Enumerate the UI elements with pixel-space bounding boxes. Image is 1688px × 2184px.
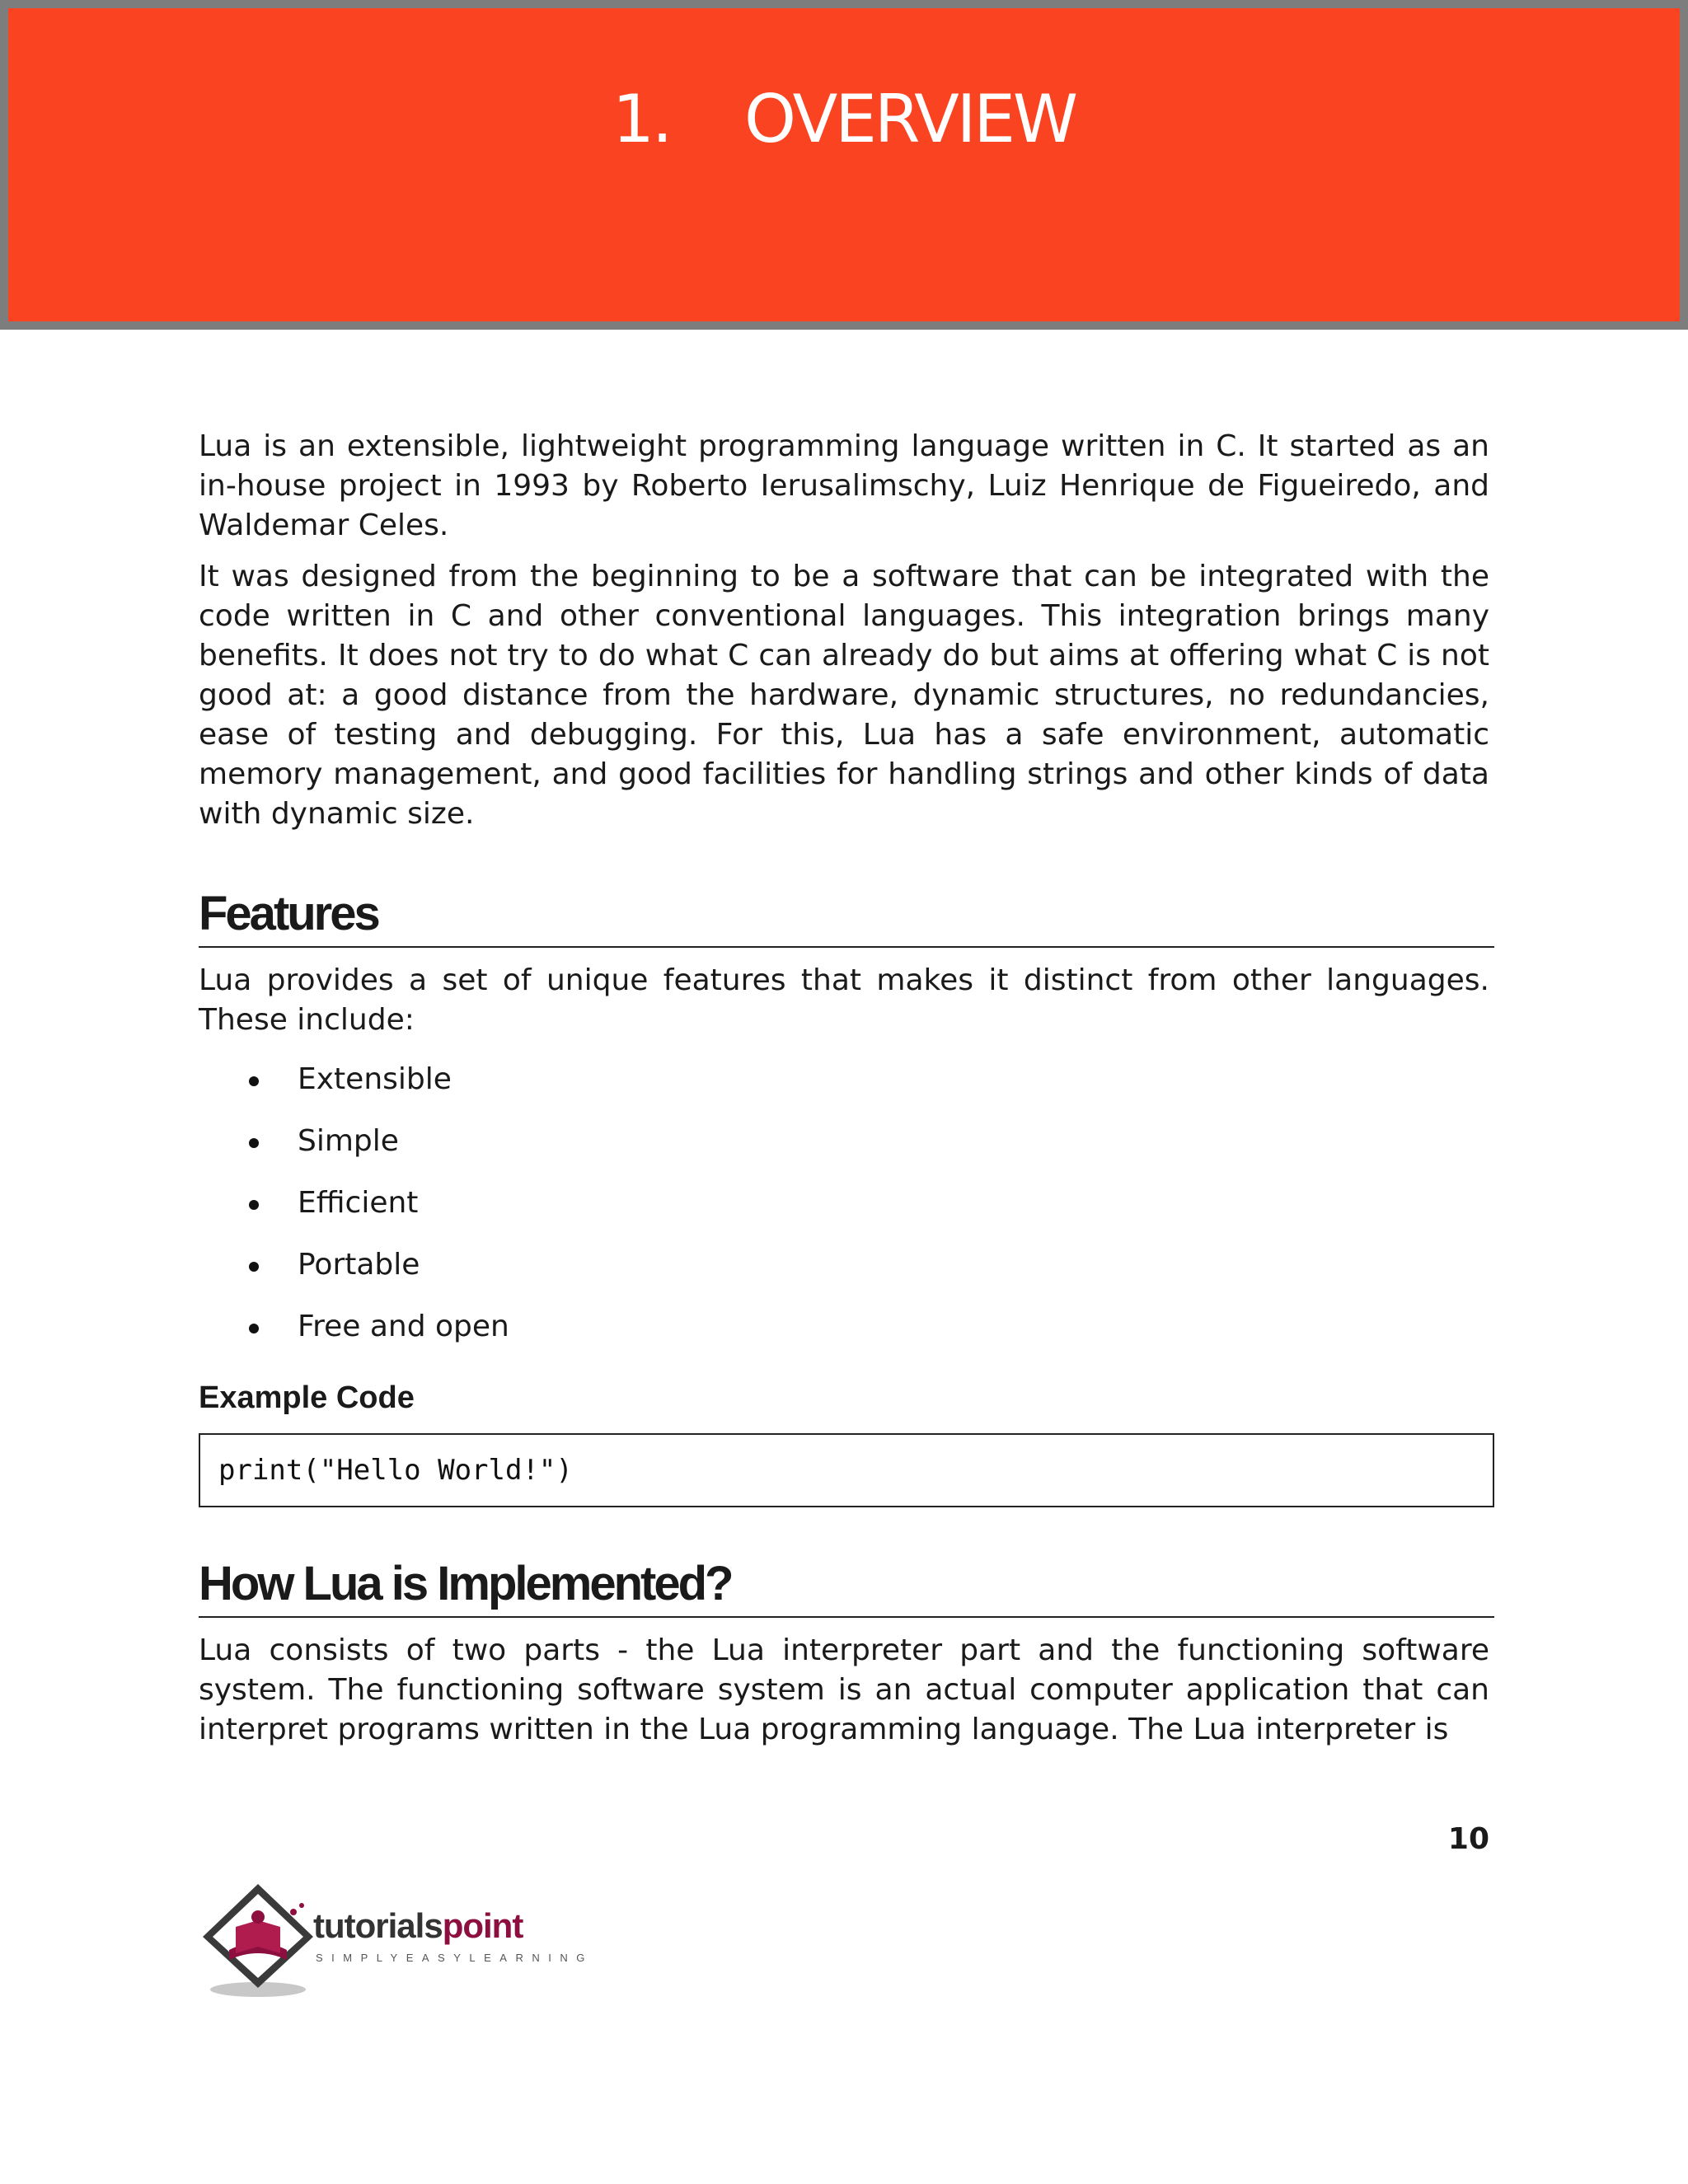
features-intro: Lua provides a set of unique features that makes it distinct from other languages. These include: xyxy=(199,963,1489,1037)
list-item: Efficient xyxy=(199,1183,1489,1223)
design-paragraph: It was designed from the beginning to be a software that can be integrated with the code written in C and other conventional languages. This integration brings many benefits. It does not try to do what C can already do but aims at offering what C is not good at: a good distance from the hardware, dynamic structures, no redundancies, ease of testing and debugging. For this, Lua has a safe environment, automatic memory management, and good facilities for handling strings and other kinds of data with dynamic size. xyxy=(199,560,1489,831)
logo-wordmark: tutorialspoint xyxy=(313,1906,523,1945)
implementation-paragraph: Lua consists of two parts - the Lua interpreter part and the functioning software system. The functioning software system is an actual computer application that can interpret programs written in the Lua programming language. The Lua interpreter is xyxy=(199,1633,1489,1746)
tutorialspoint-logo xyxy=(196,1877,608,2001)
logo-tagline: SIMPLYEASYLEARNING xyxy=(316,1952,593,1964)
page-number: 10 xyxy=(1447,1822,1489,1856)
code-text: print("Hello World!") xyxy=(218,1454,573,1487)
chapter-title: 1. OVERVIEW xyxy=(612,81,1076,157)
chapter-banner xyxy=(0,0,1688,330)
example-code-label: Example Code xyxy=(199,1380,415,1415)
features-heading: Features xyxy=(199,887,1494,948)
page-content xyxy=(199,427,1489,1750)
list-item: Free and open xyxy=(199,1307,1489,1347)
list-item: Extensible xyxy=(199,1060,1489,1099)
logo-diamond-icon xyxy=(196,1877,328,2001)
code-block xyxy=(199,1433,1494,1507)
features-list xyxy=(199,1060,1489,1347)
list-item: Portable xyxy=(199,1245,1489,1285)
intro-paragraph: Lua is an extensible, lightweight programming language written in C. It started as an in-house project in 1993 by Roberto Ierusalimschy, Luiz Henrique de Figueiredo, and Waldemar Celes. xyxy=(199,429,1489,542)
implementation-heading: How Lua is Implemented? xyxy=(199,1557,1494,1618)
list-item: Simple xyxy=(199,1122,1489,1161)
